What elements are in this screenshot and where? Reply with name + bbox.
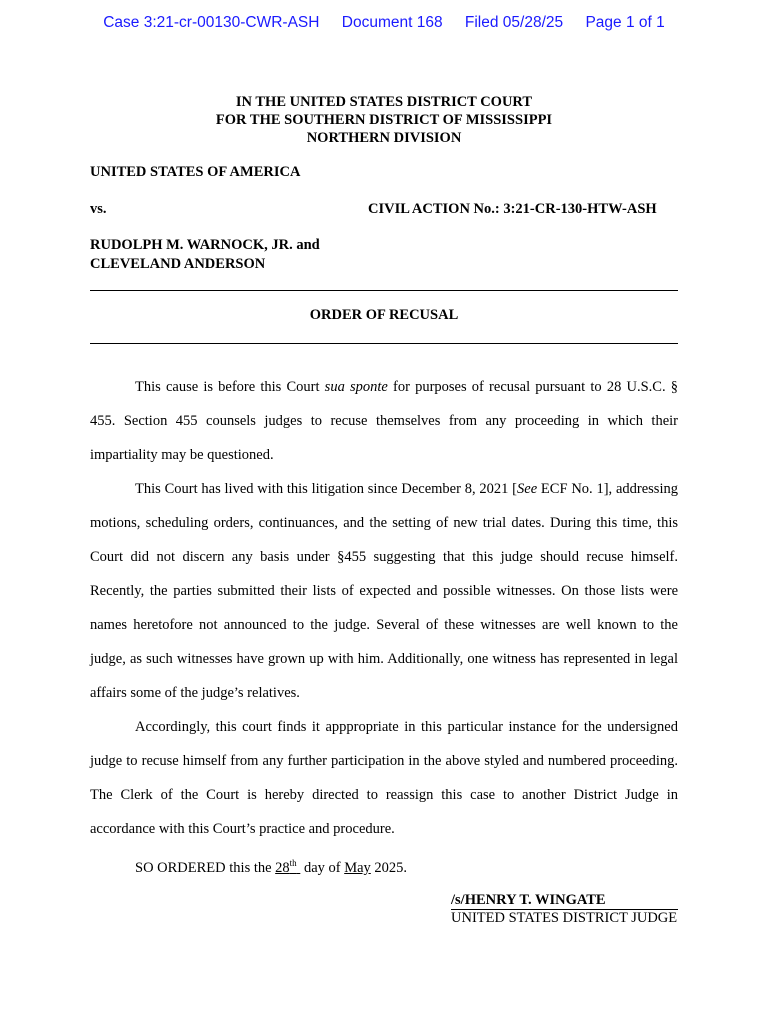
- paragraph-1: This cause is before this Court sua sponte for purposes of recusal pursuant to 28 U.S.C. § 455. Section 455 counsels judges to recuse themselves from any proceeding in which their impartiality may be questioned.: [90, 379, 678, 463]
- court-line-2: FOR THE SOUTHERN DISTRICT OF MISSISSIPPI: [215, 112, 553, 128]
- court-line-1: IN THE UNITED STATES DISTRICT COURT: [235, 94, 533, 110]
- paragraph-2: This Court has lived with this litigation since December 8, 2021 [See ECF No. 1], addressing motions, scheduling orders, continuances, and the setting of new trial dates. During this time, this Court did not discern any basis under §455 suggesting that this judge should recuse himself. Recently, the parties submitted their lists of expected and possible witnesses. On those lists were names heretofore not announced to the judge. Several of these witnesses are well known to the judge, as such witnesses have grown up with him. Additionally, one witness has represented in legal affairs some of the judge’s relatives.: [90, 481, 678, 701]
- order-title: ORDER OF RECUSAL: [309, 307, 459, 323]
- so-ordered-line: SO ORDERED this the 28th day of May 2025.: [135, 858, 408, 876]
- court-line-3: NORTHERN DIVISION: [306, 130, 462, 146]
- document-number: Document 168: [341, 14, 443, 31]
- case-number: Case 3:21-cr-00130-CWR-ASH: [103, 14, 320, 31]
- page-count: Page 1 of 1: [585, 14, 665, 31]
- caption-divider-bottom: [90, 343, 678, 344]
- order-body: [90, 370, 678, 885]
- filed-date: Filed 05/28/25: [464, 14, 564, 31]
- defendant-line-1: RUDOLPH M. WARNOCK, JR. and: [90, 237, 320, 253]
- plaintiff-name: UNITED STATES OF AMERICA: [90, 164, 301, 180]
- civil-action-number: CIVIL ACTION No.: 3:21-CR-130-HTW-ASH: [368, 201, 657, 217]
- defendant-line-2: CLEVELAND ANDERSON: [90, 256, 266, 272]
- court-heading: [0, 93, 768, 147]
- ecf-header: [0, 14, 768, 32]
- signature-block: [451, 892, 678, 927]
- signature-name: /s/HENRY T. WINGATE: [451, 892, 678, 910]
- signature-title: UNITED STATES DISTRICT JUDGE: [451, 910, 678, 926]
- defendants: [90, 236, 320, 274]
- paragraph-3: Accordingly, this court finds it apppropriate in this particular instance for the undersigned judge to recuse himself from any further participation in the above styled and numbered proceeding. The Clerk of the Court is hereby directed to reassign this case to another District Judge in accordance with this Court’s practice and procedure.: [90, 719, 678, 837]
- caption-divider-top: [90, 290, 678, 291]
- versus-label: vs.: [90, 201, 107, 217]
